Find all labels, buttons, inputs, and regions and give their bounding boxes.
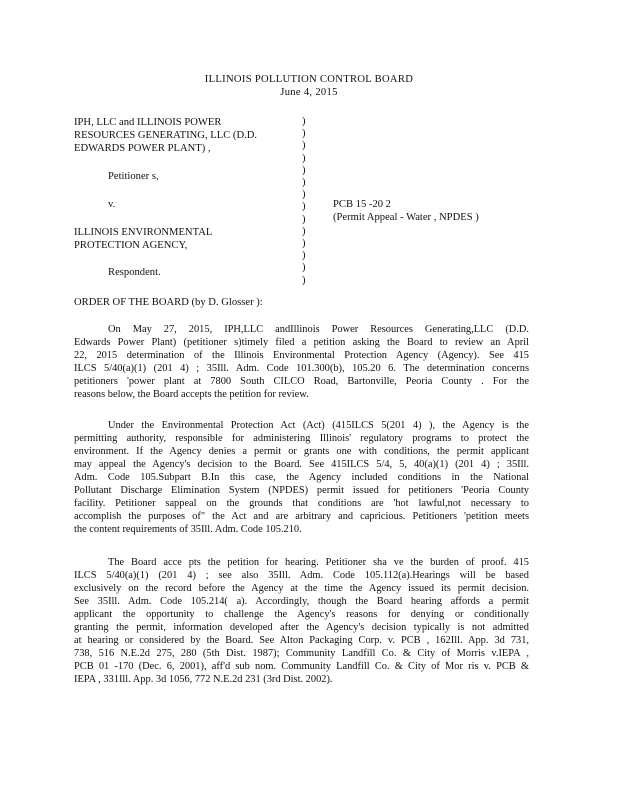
- petitioner-role: Petitioner s,: [108, 171, 159, 182]
- paragraph-3-line-3: exclusively on the record before the Agency at the time the Agency issued its permit decision.: [74, 583, 529, 594]
- caption-parentheses: ) ) ) ) ) ) ) ) ) ) ) ) ) ): [302, 116, 306, 286]
- respondent-line-2: PROTECTION AGENCY,: [74, 240, 188, 251]
- paragraph-1-line-2: Edwards Power Plant) (petitioner s)timely filed a petition asking the Board to review an April: [74, 337, 529, 348]
- case-type: (Permit Appeal - Water , NPDES ): [333, 212, 479, 223]
- paragraph-1-line-1: On May 27, 2015, IPH,LLC andIllinois Power Resources Generating,LLC (D.D.: [108, 324, 529, 335]
- paragraph-1-line-6: reasons below, the Board accepts the petition for review.: [74, 389, 309, 400]
- paragraph-2-line-3: environment. If the Agency denies a permit or grants one with conditions, the permit applicant: [74, 446, 529, 457]
- paragraph-3-line-8: 738, 516 N.E.2d 275, 280 (5th Dist. 1987); Community Landfill Co. & City of Morris v.IEPA ,: [74, 648, 529, 659]
- paragraph-2-line-7: facility. Petitioner sappeal on the grounds that conditions are 'hot lawful,not necessary to: [74, 498, 529, 509]
- paragraph-3-line-5: applicant the opportunity to challenge the Agency's reasons for denying or conditionally: [74, 609, 529, 620]
- respondent-role: Respondent.: [108, 267, 161, 278]
- respondent-line-1: ILLINOIS ENVIRONMENTAL: [74, 227, 213, 238]
- paragraph-2-line-2: permitting authority, responsible for administering Illinois' regulatory programs to protect the: [74, 433, 529, 444]
- petitioner-line-3: EDWARDS POWER PLANT) ,: [74, 143, 211, 154]
- paragraph-2-line-4: may appeal the Agency's decision to the Board. See 415ILCS 5/4, 5, 40(a)(1) (201 4) ; 35Ill.: [74, 459, 529, 470]
- paragraph-1-line-5: petitioners 'power plant at 7800 South CILCO Road, Bartonville, Peoria County . For the: [74, 376, 529, 387]
- versus-label: v.: [108, 199, 116, 210]
- order-heading: ORDER OF THE BOARD (by D. Glosser ):: [74, 297, 263, 308]
- paragraph-3-line-10: IEPA , 331Ill. App. 3d 1056, 772 N.E.2d 231 (3rd Dist. 2002).: [74, 674, 333, 685]
- petitioner-line-1: IPH, LLC and ILLINOIS POWER: [74, 117, 222, 128]
- paragraph-2-line-6: Pollutant Discharge Elimination System (NPDES) permit issued for petitioners 'Peoria County: [74, 485, 529, 496]
- paragraph-2-line-9: the content requirements of 35Ill. Adm. Code 105.210.: [74, 524, 302, 535]
- paragraph-3-line-9: PCB 01 -170 (Dec. 6, 2001), aff'd sub nom. Community Landfill Co. & City of Mor ris v. PCB &: [74, 661, 529, 672]
- petitioner-line-2: RESOURCES GENERATING, LLC (D.D.: [74, 130, 258, 141]
- paragraph-3-line-1: The Board acce pts the petition for hearing. Petitioner sha ve the burden of proof. 415: [108, 557, 529, 568]
- paragraph-2-line-8: accomplish the purposes of" the Act and are arbitrary and capricious. Petitioners 'petition meets: [74, 511, 529, 522]
- case-number: PCB 15 -20 2: [333, 199, 391, 210]
- paragraph-1-line-4: ILCS 5/40(a)(1) (201 4) ; 35Ill. Adm. Code 101.300(b), 105.20 6. The determination concerns: [74, 363, 529, 374]
- order-date: June 4, 2015: [280, 87, 338, 98]
- paragraph-3-line-4: See 35Ill. Adm. Code 105.214( a). Accordingly, though the Board hearing affords a permit: [74, 596, 529, 607]
- paragraph-2-line-5: Adm. Code 105.Subpart B.In this case, the Agency included conditions in the National: [74, 472, 529, 483]
- paragraph-1-line-3: 22, 2015 determination of the Illinois Environmental Protection Agency (Agency). See 415: [74, 350, 529, 361]
- board-heading: ILLINOIS POLLUTION CONTROL BOARD: [204, 74, 414, 85]
- paragraph-3-line-7: at hearing or considered by the Board. See Alton Packaging Corp. v. PCB , 162Ill. App. 3d 731,: [74, 635, 529, 646]
- paragraph-3-line-6: granting the permit, information developed after the Agency's decision typically is not admitted: [74, 622, 529, 633]
- paragraph-2-line-1: Under the Environmental Protection Act (Act) (415ILCS 5(201 4) ), the Agency is the: [108, 420, 529, 431]
- paragraph-3-line-2: ILCS 5/40(a)(1) (201 4) ; see also 35Ill. Adm. Code 105.112(a).Hearings will be based: [74, 570, 529, 581]
